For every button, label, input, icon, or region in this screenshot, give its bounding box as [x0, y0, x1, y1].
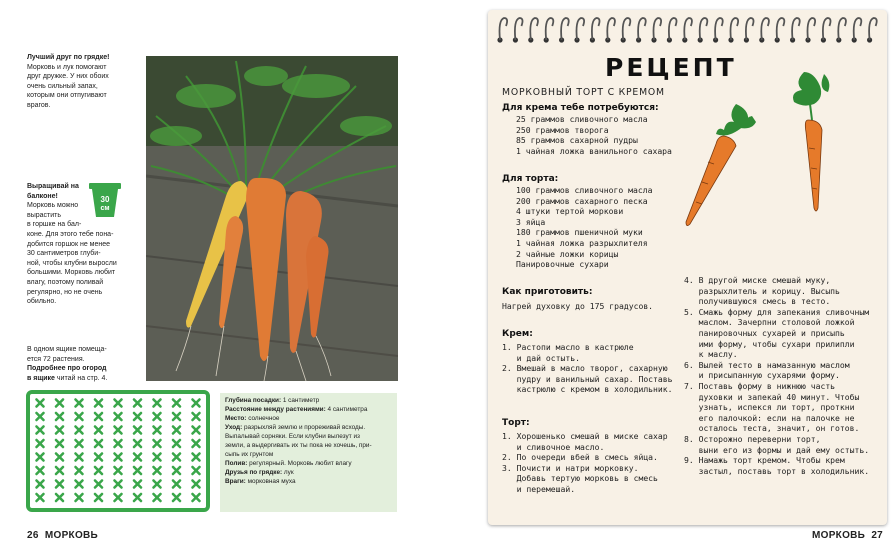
plant-marker — [95, 454, 102, 461]
plant-marker — [95, 440, 102, 447]
step-line: 2. По очереди вбей в смесь яйца. — [502, 452, 658, 463]
plant-marker — [37, 413, 44, 420]
plant-marker — [115, 440, 122, 447]
spiral-ring — [698, 18, 708, 43]
tip-balcony-line: регулярно, но не очень — [27, 288, 103, 296]
plant-marker — [56, 440, 63, 447]
cream-steps-heading: Крем: — [502, 329, 533, 339]
plant-marker — [115, 467, 122, 474]
plant-marker — [173, 440, 180, 447]
carrot-illustration — [784, 68, 844, 218]
tip-balcony-title: балконе! — [27, 192, 58, 200]
plant-marker — [76, 440, 83, 447]
step-line: и сливочное масло. — [502, 441, 605, 452]
plant-marker — [193, 454, 200, 461]
step-line: и дай остыть. — [502, 352, 580, 363]
plant-marker — [95, 481, 102, 488]
planting-grid-box — [26, 390, 210, 512]
spiral-ring — [775, 18, 785, 43]
plant-marker — [134, 467, 141, 474]
info-row — [225, 441, 392, 450]
cake-steps-heading: Торт: — [502, 418, 530, 428]
plant-marker — [95, 427, 102, 434]
info-value: земли, а выдергивать их ты пока не хочешь, при- — [225, 442, 372, 449]
planting-grid — [30, 394, 206, 508]
info-value: Выпалывай сорняки. Если клубни вылезут из — [225, 433, 360, 440]
tip-balcony-line: коне. Для этого тебе пона- — [27, 230, 114, 238]
spiral-ring — [574, 18, 584, 43]
plant-marker — [56, 400, 63, 407]
cake-ingredients — [502, 174, 652, 270]
plant-marker — [76, 413, 83, 420]
cream-steps — [502, 329, 673, 395]
plant-marker — [56, 467, 63, 474]
tip-box-bold: Подробнее про огород — [27, 365, 107, 373]
tip-box-bold: в ящике — [27, 374, 55, 382]
tip-best-friend — [27, 53, 127, 111]
how-to-cook-heading: Как приготовить: — [502, 287, 593, 297]
info-label: Друзья по грядке: — [225, 469, 283, 476]
plant-marker — [95, 400, 102, 407]
plant-marker — [173, 494, 180, 501]
info-value: солнечное — [246, 415, 280, 422]
step-line: осталось теста, значит, он готов. — [684, 423, 860, 434]
plant-marker — [37, 481, 44, 488]
spiral-ring — [713, 18, 723, 43]
plant-marker — [193, 467, 200, 474]
tip-best-friend-line: очень сильный запах, — [27, 82, 98, 90]
ingredient: 180 граммов пшеничной муки — [516, 227, 643, 238]
pot-icon — [88, 182, 122, 218]
how-to-cook — [502, 287, 653, 312]
info-value: регулярный. Морковь любит влагу — [247, 460, 352, 467]
step-line: 1. Растопи масло в кастрюле — [502, 342, 634, 352]
plant-marker — [193, 440, 200, 447]
info-row — [225, 414, 392, 423]
carrot-illustration — [678, 100, 758, 230]
pot-depth-value: 30 — [100, 195, 110, 204]
info-label: Полив: — [225, 460, 248, 467]
spiral-ring — [821, 18, 831, 43]
tip-best-friend-line: которым они отпугивают — [27, 92, 107, 100]
ingredient: 4 штуки тертой моркови — [516, 206, 624, 217]
info-value: разрыхляй землю и прореживай всходы. — [242, 424, 366, 431]
pot-depth-unit: см — [100, 205, 110, 212]
tip-balcony-title: Выращивай на — [27, 183, 79, 190]
ingredient: 2 чайные ложки корицы — [516, 248, 619, 259]
ingredient: 85 граммов сахарной пудры — [516, 135, 638, 146]
tip-box-ref-text: читай на стр. 4. — [54, 374, 108, 382]
carrots-photo — [146, 56, 398, 381]
step-line: духовки и запекай 40 минут. Чтобы — [684, 391, 860, 402]
plant-marker — [56, 481, 63, 488]
step-line: разрыхлитель и корицу. Высыпь — [684, 285, 840, 296]
plant-marker — [56, 454, 63, 461]
plant-marker — [193, 413, 200, 420]
step-line: 1. Хорошенько смешай в миске сахар — [502, 431, 668, 441]
step-line: получившуюся смесь в тесто. — [684, 296, 831, 307]
spiral-ring — [836, 18, 846, 43]
tip-best-friend-line: Морковь и лук помогают — [27, 63, 107, 71]
step-line: 5. Смажь форму для запекания сливочным — [684, 306, 870, 317]
spiral-ring — [790, 18, 800, 43]
ingredient: 250 граммов творога — [516, 124, 609, 135]
plant-marker — [173, 413, 180, 420]
step-line: узнать, испекся ли торт, проткни — [684, 402, 855, 413]
cake-steps-continued — [684, 275, 869, 476]
info-label: Уход: — [225, 424, 243, 431]
spiral-ring — [805, 18, 815, 43]
step-line: застыл, поставь торт в холодильник. — [684, 465, 870, 476]
plant-marker — [193, 481, 200, 488]
page-number-right: МОРКОВЬ 27 — [812, 530, 884, 541]
step-line: пудру и ванильный сахар. Поставь — [502, 373, 673, 384]
step-line: маслом. Зачерпни столовой ложкой — [684, 317, 855, 328]
tip-best-friend-line: врагов. — [27, 101, 51, 109]
plant-marker — [154, 467, 161, 474]
plant-marker — [115, 481, 122, 488]
plant-marker — [173, 400, 180, 407]
spiral-ring — [559, 18, 569, 43]
recipe-title: РЕЦЕПТ — [605, 53, 737, 82]
info-label: Место: — [225, 415, 247, 422]
plant-marker — [95, 494, 102, 501]
ingredient: 200 граммов сахарного песка — [516, 195, 648, 206]
plant-marker — [76, 481, 83, 488]
plant-marker — [134, 481, 141, 488]
info-row — [225, 432, 392, 441]
step-line: Добавь тертую морковь в смесь — [502, 473, 658, 484]
tip-box-line: В одном ящике помеща- — [27, 346, 107, 353]
info-value: лук — [282, 469, 294, 476]
plant-marker — [115, 400, 122, 407]
spiral-ring — [497, 18, 507, 43]
plant-marker — [154, 454, 161, 461]
ingredient: 25 граммов сливочного масла — [516, 114, 648, 124]
step-line: и присыпанную сухарями форму. — [684, 370, 840, 381]
step-line: 6. Вылей тесто в намазанную маслом — [684, 359, 850, 370]
spiral-ring — [621, 18, 631, 43]
tip-balcony-line: большими. Морковь любит — [27, 269, 116, 277]
plant-marker — [95, 467, 102, 474]
cake-steps — [502, 418, 668, 495]
plant-marker — [56, 413, 63, 420]
tip-best-friend-title: Лучший друг по грядке! — [27, 54, 110, 61]
step-line: выни его из формы и дай ему остыть. — [684, 444, 870, 455]
spiral-ring — [867, 18, 877, 43]
info-row — [225, 450, 392, 459]
spiral-ring — [544, 18, 554, 43]
info-row — [225, 396, 392, 405]
plant-marker — [37, 400, 44, 407]
plant-marker — [56, 427, 63, 434]
tip-balcony-line: 30 сантиметров глуби- — [27, 250, 101, 258]
plant-marker — [154, 481, 161, 488]
spiral-ring — [759, 18, 769, 43]
spiral-ring — [728, 18, 738, 43]
step-line: 4. В другой миске смешай муку, — [684, 275, 831, 285]
info-value: сыпь их грунтом — [225, 451, 274, 458]
tip-box — [27, 345, 139, 383]
plant-marker — [76, 427, 83, 434]
tip-balcony-line: обильно. — [27, 298, 57, 306]
spiral-binding — [488, 10, 887, 50]
ingredient: 1 чайная ложка ванильного сахара — [516, 145, 672, 156]
info-row — [225, 405, 392, 414]
step-line: 9. Намажь торт кремом. Чтобы крем — [684, 455, 845, 466]
ingredient: Панировочные сухари — [516, 259, 609, 270]
plant-marker — [37, 454, 44, 461]
info-label: Расстояние между растениями: — [225, 406, 326, 413]
step-line: ими форму, чтобы сухари прилипли — [684, 338, 855, 349]
plant-marker — [154, 494, 161, 501]
step-line: панировочных сухарей и присыпь — [684, 327, 845, 338]
plant-marker — [37, 427, 44, 434]
info-value: 1 сантиметр — [281, 397, 320, 404]
info-row — [225, 459, 392, 468]
tip-balcony-line: в горшке на бал- — [27, 221, 82, 229]
plant-marker — [37, 467, 44, 474]
step-line: кастрюлю с кремом в холодильник. — [502, 384, 673, 395]
info-value: 4 сантиметра — [325, 406, 368, 413]
spiral-ring — [682, 18, 692, 43]
plant-marker — [115, 427, 122, 434]
plant-marker — [95, 413, 102, 420]
plant-marker — [154, 413, 161, 420]
plant-marker — [173, 427, 180, 434]
plant-marker — [134, 413, 141, 420]
info-value: морковная муха — [245, 478, 296, 485]
ingredient: 100 граммов сливочного масла — [516, 185, 653, 195]
plant-marker — [37, 440, 44, 447]
tip-balcony-line: вырастить — [27, 211, 62, 219]
plant-marker — [37, 494, 44, 501]
how-to-cook-text: Нагрей духовку до 175 градусов. — [502, 301, 654, 311]
plant-marker — [76, 467, 83, 474]
plant-marker — [115, 494, 122, 501]
spiral-ring — [513, 18, 523, 43]
tip-best-friend-line: друг дружке. У них обоих — [27, 73, 109, 81]
plant-marker — [193, 494, 200, 501]
cream-ingredients-heading: Для крема тебе потребуются: — [502, 103, 659, 113]
cake-ingredients-heading: Для торта: — [502, 174, 559, 184]
plant-marker — [173, 481, 180, 488]
info-label: Глубина посадки: — [225, 397, 282, 404]
step-line: 3. Почисти и натри морковку. — [502, 462, 639, 473]
spiral-ring — [590, 18, 600, 43]
growing-info-box — [220, 393, 397, 512]
info-label: Враги: — [225, 478, 246, 485]
plant-marker — [193, 400, 200, 407]
step-line: 2. Вмешай в масло творог, сахарную — [502, 363, 668, 374]
plant-marker — [56, 494, 63, 501]
step-line: 8. Осторожно переверни торт, — [684, 433, 821, 444]
plant-marker — [134, 440, 141, 447]
plant-marker — [193, 427, 200, 434]
tip-balcony-line: ной, чтобы клубни выросли — [27, 259, 117, 267]
spiral-ring — [667, 18, 677, 43]
spiral-ring — [636, 18, 646, 43]
plant-marker — [134, 427, 141, 434]
tip-balcony-line: влагу, поэтому поливай — [27, 278, 104, 286]
plant-marker — [76, 454, 83, 461]
plant-marker — [173, 454, 180, 461]
cream-ingredients — [502, 103, 672, 156]
page-number-left: 26 МОРКОВЬ — [27, 530, 99, 541]
recipe-subtitle: МОРКОВНЫЙ ТОРТ С КРЕМОМ — [502, 87, 665, 98]
plant-marker — [154, 440, 161, 447]
plant-marker — [115, 413, 122, 420]
spiral-ring — [605, 18, 615, 43]
plant-marker — [115, 454, 122, 461]
plant-marker — [154, 400, 161, 407]
spiral-ring — [852, 18, 862, 43]
info-row — [225, 468, 392, 477]
plant-marker — [134, 454, 141, 461]
spiral-ring — [744, 18, 754, 43]
plant-marker — [134, 400, 141, 407]
spiral-ring — [528, 18, 538, 43]
plant-marker — [76, 400, 83, 407]
tip-box-line: ется 72 растения. — [27, 355, 85, 363]
ingredient: 1 чайная ложка разрыхлителя — [516, 237, 648, 248]
ingredient: 3 яйца — [516, 216, 546, 227]
plant-marker — [134, 494, 141, 501]
info-row — [225, 477, 392, 486]
step-line: 7. Поставь форму в нижнюю часть — [684, 380, 836, 391]
step-line: его палочкой: если на палочке не — [684, 412, 855, 423]
info-row — [225, 423, 392, 432]
step-line: к маслу. — [684, 349, 738, 360]
plant-marker — [76, 494, 83, 501]
step-line: и перемешай. — [502, 483, 576, 494]
plant-marker — [173, 467, 180, 474]
plant-marker — [154, 427, 161, 434]
tip-balcony-line: добится горшок не менее — [27, 240, 111, 248]
spiral-ring — [651, 18, 661, 43]
tip-box-ref — [27, 374, 139, 384]
tip-balcony-line: Морковь можно — [27, 202, 79, 210]
